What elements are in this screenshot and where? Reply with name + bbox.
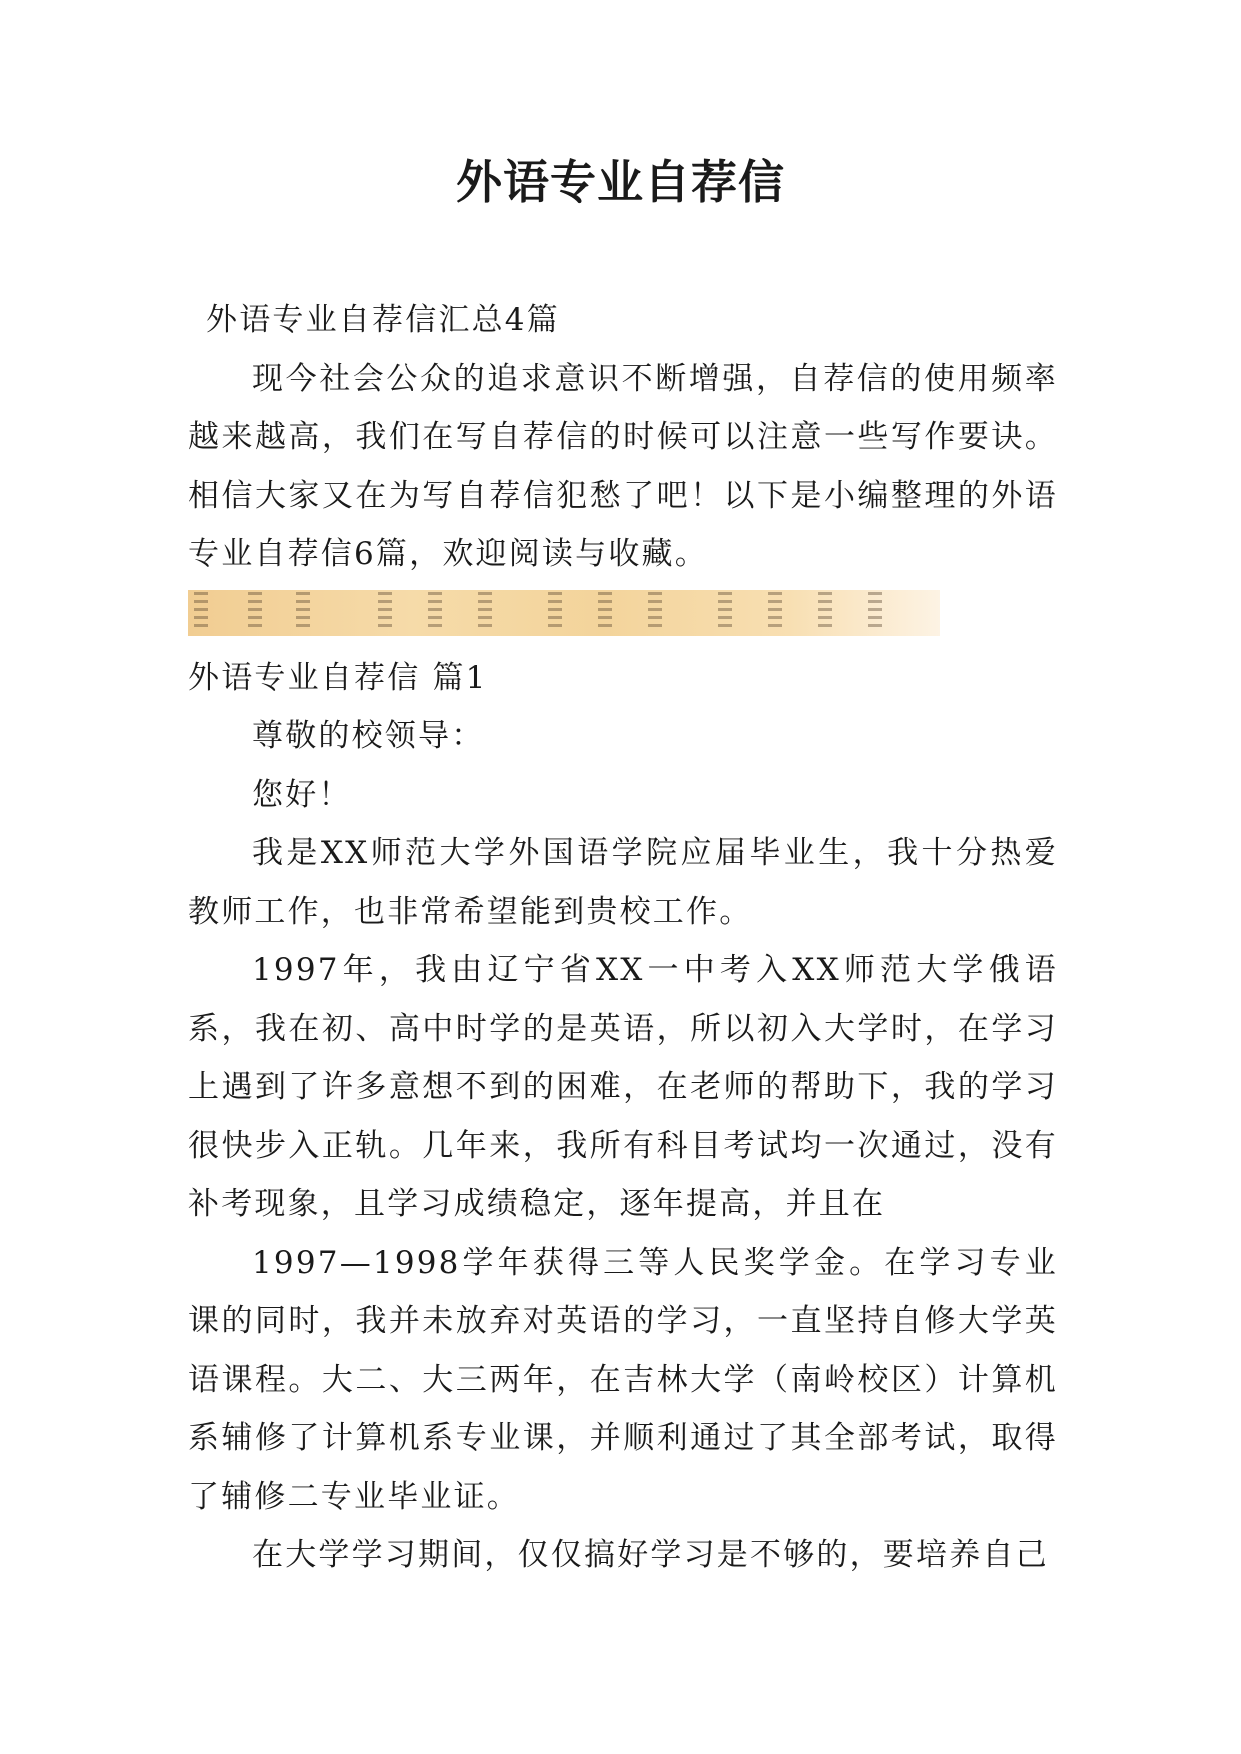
- decorative-image-strip: [188, 590, 940, 636]
- intro-paragraph: 现今社会公众的追求意识不断增强，自荐信的使用频率越来越高，我们在写自荐信的时候可以注意一些写作要诀。相信大家又在为写自荐信犯愁了吧！以下是小编整理的外语专业自荐信6篇，欢迎阅读与收藏。: [188, 360, 1058, 572]
- letter-salutation: 您好！: [252, 776, 352, 813]
- body-paragraph: 我是XX师范大学外国语学院应届毕业生，我十分热爱教师工作，也非常希望能到贵校工作。: [188, 835, 1058, 930]
- body-paragraph: 1997年，我由辽宁省XX一中考入XX师范大学俄语系，我在初、高中时学的是英语，所以初入大学时，在学习上遇到了许多意想不到的困难，在老师的帮助下，我的学习很快步入正轨。几年来，我所有科目考试均一次通过，没有补考现象，且学习成绩稳定，逐年提高，并且在: [188, 952, 1058, 1222]
- document-subtitle: 外语专业自荐信汇总4篇: [206, 302, 560, 338]
- section-heading: 外语专业自荐信 篇1: [188, 659, 488, 696]
- letter-greeting: 尊敬的校领导：: [252, 718, 485, 754]
- document-body: [188, 291, 1058, 1585]
- body-paragraph: 在大学学习期间，仅仅搞好学习是不够的，要培养自己: [252, 1537, 1049, 1573]
- document-title: 外语专业自荐信: [456, 155, 785, 209]
- body-paragraph: 1997—1998学年获得三等人民奖学金。在学习专业课的同时，我并未放弃对英语的学习，一直坚持自修大学英语课程。大二、大三两年，在吉林大学（南岭校区）计算机系辅修了计算机系专业课，并顺利通过了其全部考试，取得了辅修二专业毕业证。: [188, 1244, 1058, 1515]
